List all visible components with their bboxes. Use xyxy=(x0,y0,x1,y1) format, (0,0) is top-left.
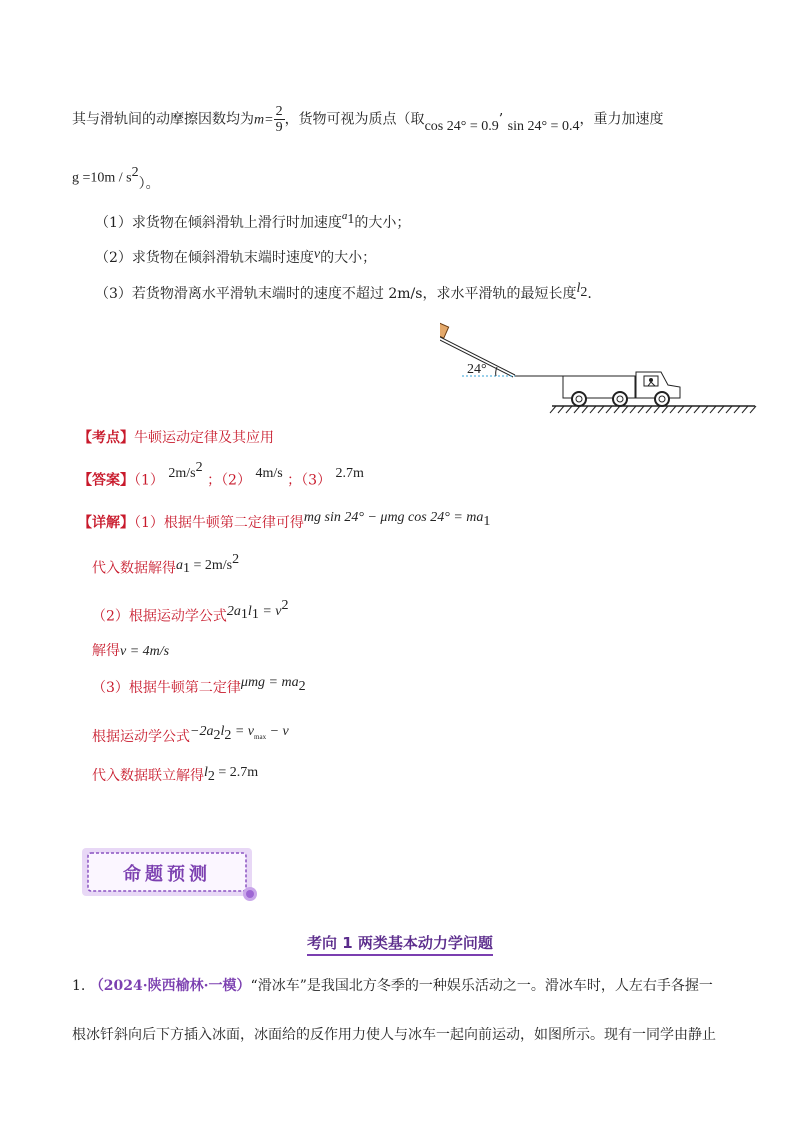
question-2-text: （2）求货物在倾斜滑轨末端时速度 xyxy=(95,250,314,266)
problem-text-line-2: 根冰钎斜向后下方插入冰面，冰面给的反作用力使人与冰车一起向前运动，如图所示。现有一同学由静止 xyxy=(72,1027,716,1043)
detail-step-6-equation-a: = v xyxy=(231,724,255,739)
kaodian-label: 【考点】 xyxy=(78,430,134,446)
detail-step-6-symbol-l: l xyxy=(220,724,225,739)
cargo-box xyxy=(440,320,449,338)
mu-numerator: 2 xyxy=(275,104,283,119)
detail-step-6-subscript-max: max xyxy=(254,732,267,741)
wheel-2-hub xyxy=(617,396,623,402)
detail-step-3-symbol-a: 2a xyxy=(226,603,241,619)
answer-part-3-label: （3） xyxy=(301,472,332,489)
answer-1-value: 2m/s xyxy=(168,465,196,481)
detail-step-3-symbol-l: l xyxy=(247,603,252,619)
answer-1-exponent: 2 xyxy=(195,460,203,475)
answer-sep-1: ； xyxy=(207,472,222,489)
intro-text-a: 其与滑轨间的动摩擦因数均为 xyxy=(72,111,254,128)
question-1-tail: 的大小； xyxy=(354,215,411,231)
problem-1-line-2 xyxy=(72,1025,716,1045)
question-2-symbol: v xyxy=(313,247,321,262)
intro-line-2 xyxy=(72,163,160,192)
gravity-expression: g =10m / s xyxy=(72,170,132,186)
mu-denominator: 9 xyxy=(275,120,283,135)
cargo-box-shape xyxy=(440,320,449,338)
detail-step-6-equation-b: − v xyxy=(266,724,289,739)
detail-step-3-equation: = v xyxy=(258,603,282,619)
detail-step-2-subscript: 1 xyxy=(183,561,190,577)
detail-step-2 xyxy=(92,554,239,583)
incline-truck-figure xyxy=(440,315,770,420)
question-3-subscript: 2 xyxy=(580,284,588,300)
question-1 xyxy=(95,210,411,238)
detail-step-7-equation: = 2.7m xyxy=(214,765,259,780)
detail-label: 【详解】 xyxy=(78,515,134,531)
detail-step-2-equation: = 2m/s xyxy=(190,557,233,573)
question-3 xyxy=(95,281,592,309)
answer-part-1-label: （1） xyxy=(134,472,164,489)
angle-label: 24° xyxy=(467,362,487,377)
detail-step-5 xyxy=(92,675,306,703)
detail-step-4-equation: v = 4m/s xyxy=(120,644,170,659)
detail-step-1-text: （1）根据牛顿第二定律可得 xyxy=(134,515,304,531)
detail-step-5-subscript: 2 xyxy=(298,678,306,694)
answer-label: 【答案】 xyxy=(78,472,134,489)
intro-sep: ’ xyxy=(498,111,504,128)
detail-step-5-text: （3）根据牛顿第二定律 xyxy=(92,680,241,696)
detail-step-6: 根据运动学公式$-2a_2l_2 = v_{max} - v$ xyxy=(92,724,289,745)
intro-text-c: ，重力加速度 xyxy=(579,111,664,128)
detail-step-4 xyxy=(92,641,169,662)
question-3-symbol: l xyxy=(576,281,581,296)
cos-value: cos 24° = 0.9 xyxy=(424,118,499,134)
answer-sep-2: ； xyxy=(287,472,302,489)
answer-3-value: 2.7m xyxy=(335,465,364,481)
mu-fraction xyxy=(274,104,285,135)
banner-dot-core-icon xyxy=(246,890,254,898)
gravity-exponent: 2 xyxy=(131,165,139,180)
detail-step-2-symbol: a xyxy=(176,557,183,573)
question-3-tail: . xyxy=(587,286,592,302)
detail-step-7-subscript: 2 xyxy=(207,768,215,784)
mu-symbol: m= xyxy=(254,112,274,128)
detail-step-3: （2）根据运动学公式$2a_1l_1 = v^2$ xyxy=(92,598,289,625)
kaodian-text: 牛顿运动定律及其应用 xyxy=(134,430,274,446)
banner-title: 命题预测 xyxy=(123,864,211,885)
sin-value: sin 24° = 0.4 xyxy=(507,118,580,134)
question-1-subscript: 1 xyxy=(347,211,355,227)
detail-step-1 xyxy=(78,510,491,538)
detail-step-6-text: 根据运动学公式 xyxy=(92,729,190,745)
detail-step-2-text: 代入数据解得 xyxy=(92,560,176,577)
detail-step-4-text: 解得 xyxy=(92,643,120,659)
problem-source: （2024·陕西榆林·一模） xyxy=(89,978,251,994)
intro-line-1 xyxy=(72,104,663,135)
detail-step-1-subscript: 1 xyxy=(483,513,491,529)
section-title: 考向 1 两类基本动力学问题 xyxy=(307,934,493,956)
kaodian-line xyxy=(78,428,274,448)
detail-step-7-text: 代入数据联立解得 xyxy=(92,768,204,784)
ground-hatching xyxy=(550,406,756,413)
question-1-symbol: a xyxy=(341,210,348,222)
wheel-1-hub xyxy=(576,396,582,402)
wheel-3-hub xyxy=(659,396,665,402)
detail-step-3-exponent: 2 xyxy=(281,598,289,613)
detail-step-6-symbol-a: −2a xyxy=(190,724,214,739)
detail-step-2-exponent: 2 xyxy=(232,552,240,567)
detail-step-3-text: （2）根据运动学公式 xyxy=(92,608,227,625)
question-2 xyxy=(95,248,376,269)
detail-step-1-equation: mg sin 24° − μmg cos 24° = ma xyxy=(303,510,484,525)
answer-part-2-label: （2） xyxy=(221,472,251,489)
question-2-tail: 的大小； xyxy=(320,250,377,266)
truck xyxy=(563,372,680,406)
detail-step-5-equation: μmg = ma xyxy=(240,675,299,690)
section-heading xyxy=(0,932,800,953)
answer-2-value: 4m/s xyxy=(255,465,283,481)
prediction-banner xyxy=(82,848,252,896)
problem-text-line-1: “滑冰车”是我国北方冬季的一种娱乐活动之一。滑冰车时，人左右手各握一 xyxy=(250,978,713,994)
problem-number: 1. xyxy=(72,978,86,994)
detail-step-7 xyxy=(92,766,258,791)
question-3-text: （3）若货物滑离水平滑轨末端时的速度不超过 2m/s，求水平滑轨的最短长度 xyxy=(95,286,577,302)
intro-text-b: ，货物可视为质点（取 xyxy=(284,111,425,128)
intro-tail: ）。 xyxy=(138,175,160,192)
question-1-text: （1）求货物在倾斜滑轨上滑行时加速度 xyxy=(95,215,342,231)
problem-1-line-1 xyxy=(72,976,713,996)
detail-step-7-symbol: l xyxy=(204,765,208,780)
answer-line xyxy=(78,460,364,492)
